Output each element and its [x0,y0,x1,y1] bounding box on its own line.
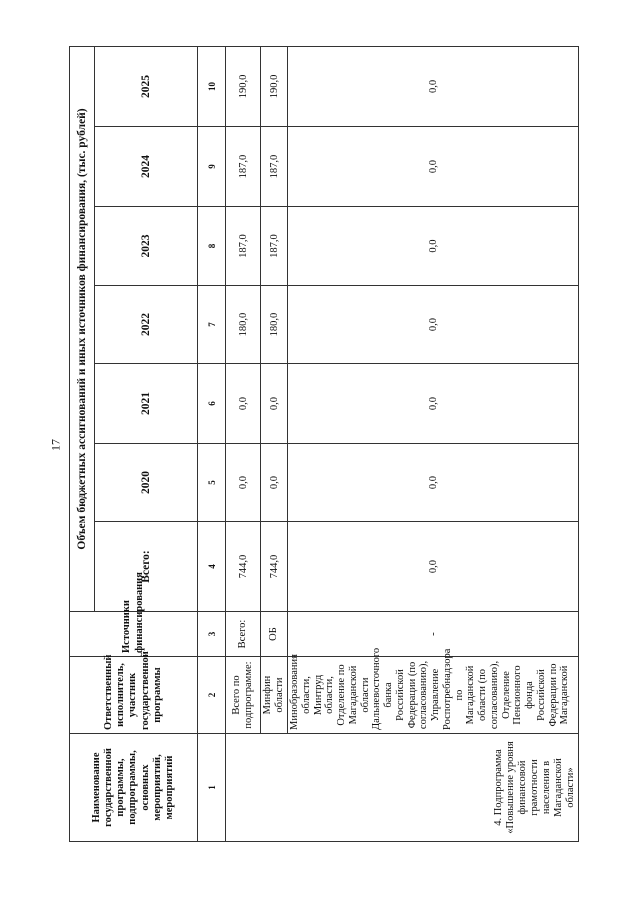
column-number-row [198,46,226,841]
value-cell: 0,0 [261,364,288,444]
header-year: 2025 [95,46,198,126]
funding-table [69,46,579,842]
header-year: 2022 [95,286,198,364]
value-cell: 187,0 [226,127,261,207]
value-cell: 180,0 [261,286,288,364]
value-cell: 0,0 [288,364,579,444]
header-total: Всего: [95,522,198,612]
source-cell: Всего: [226,612,261,657]
header-col2: Ответственный исполнитель, участник государственной программы [70,657,198,734]
value-cell: 744,0 [226,522,261,612]
value-cell: 0,0 [288,522,579,612]
value-cell: 0,0 [288,286,579,364]
source-cell: ОБ [261,612,288,657]
value-cell: 0,0 [288,444,579,522]
value-cell: 0,0 [226,364,261,444]
executor-cell: Минобразования области, Минтруд области, Отделение по Магаданской области Дальневосточного банка Российской Федерации (по согласованию), Управление Роспотребнадзора по Магаданской области (по согласованию), Отделение Пенсионного фонда Российской Федерации по Магаданской [288,657,579,734]
executor-cell: Всего по подпрограмме: [226,657,261,734]
table-row [288,46,579,841]
header-year: 2023 [95,207,198,286]
value-cell: 190,0 [226,46,261,126]
column-number: 8 [198,207,226,286]
executor-cell: Минфин области [261,657,288,734]
value-cell: 0,0 [226,444,261,522]
value-cell: 187,0 [261,127,288,207]
value-cell: 190,0 [261,46,288,126]
header-col1: Наименование государственной программы, подпрограммы, основных мероприятий, мероприятий [70,734,198,842]
page-number: 17 [48,439,63,451]
value-cell: 187,0 [261,207,288,286]
value-cell: 744,0 [261,522,288,612]
column-number: 10 [198,46,226,126]
value-cell: 187,0 [226,207,261,286]
header-row-1 [70,46,95,841]
table-frame [69,47,577,842]
value-cell: 0,0 [288,46,579,126]
column-number: 7 [198,286,226,364]
header-col3: Источники финансирования [70,612,198,657]
table-row [226,46,261,841]
source-cell: - [288,612,579,657]
column-number: 4 [198,522,226,612]
value-cell: 0,0 [261,444,288,522]
column-number: 3 [198,612,226,657]
value-cell: 0,0 [288,207,579,286]
column-number: 5 [198,444,226,522]
header-year: 2020 [95,444,198,522]
column-number: 6 [198,364,226,444]
column-number: 2 [198,657,226,734]
column-number: 1 [198,734,226,842]
table-row [261,46,288,841]
subprogram-name: 4. Подпрограмма «Повышение уровня финансовой грамотности населения в Магаданской области» [226,734,579,842]
value-cell: 180,0 [226,286,261,364]
header-funding-title: Объем бюджетных ассигнований и иных источников финансирования, (тыс. рублей) [70,46,95,611]
header-year: 2021 [95,364,198,444]
value-cell: 0,0 [288,127,579,207]
header-year: 2024 [95,127,198,207]
column-number: 9 [198,127,226,207]
